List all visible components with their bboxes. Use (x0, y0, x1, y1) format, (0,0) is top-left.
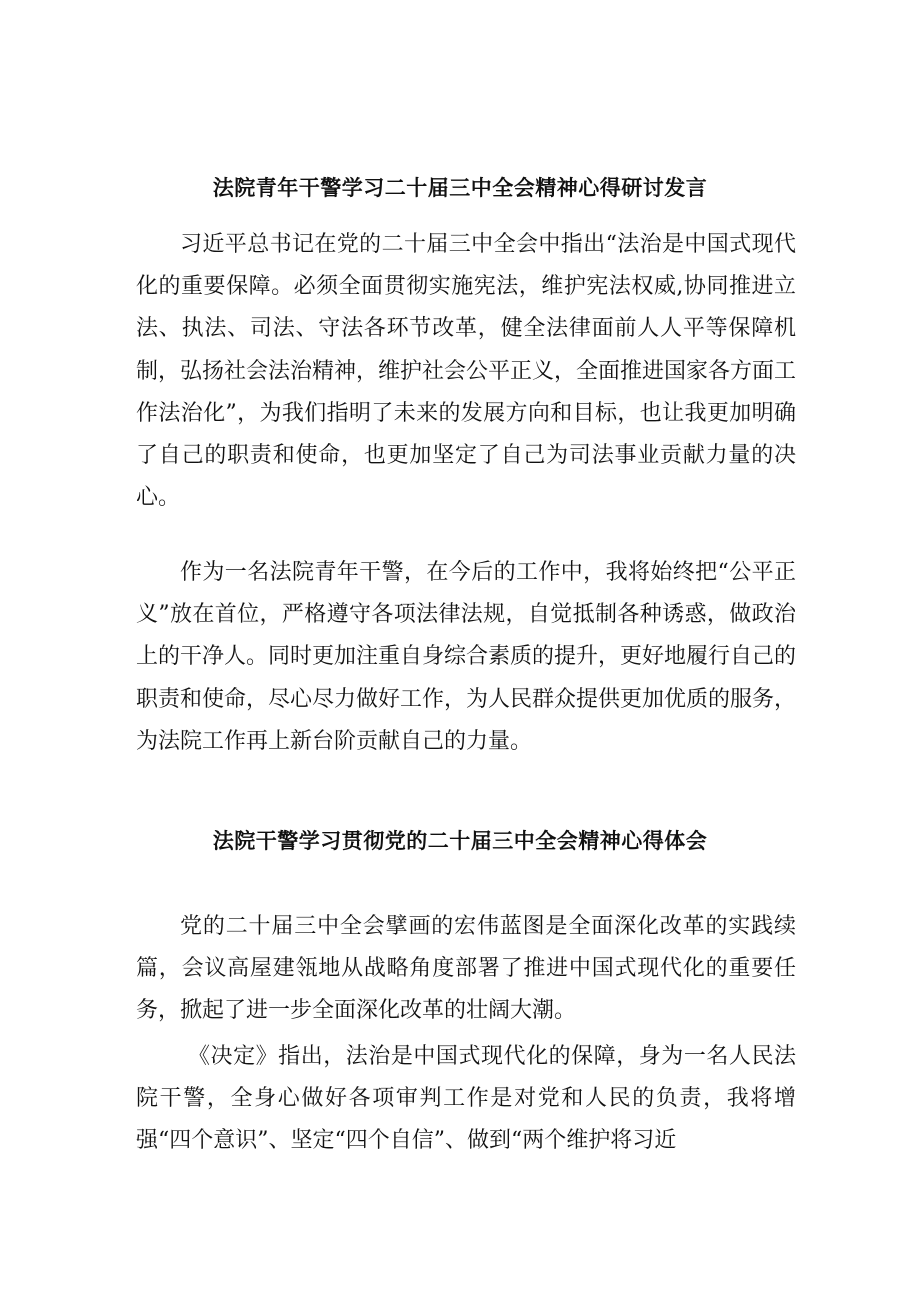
section-2-paragraph-2: 《决定》指出，法治是中国式现代化的保障，身为一名人民法院干警，全身心做好各项审判工作是对党和人民的负责，我将增强“四个意识”、坚定“四个自信”、做到“两个维护将习近 (136, 1044, 796, 1154)
section-1-paragraph-1: 习近平总书记在党的二十届三中全会中指出“法治是中国式现代化的重要保障。必须全面贯彻实施宪法，维护宪法权威,协同推进立法、执法、司法、守法各环节改革，健全法律面前人人平等保障机制，弘扬社会法治精神，维护社会公平正义，全面推进国家各方面工作法治化”，为我们指明了未来的发展方向和目标，也让我更加明确了自己的职责和使命，也更加坚定了自己为司法事业贡献力量的决心。 (136, 232, 797, 511)
section-1-paragraph-2: 作为一名法院青年干警，在今后的工作中，我将始终把“公平正义”放在首位，严格遵守各项法律法规，自觉抵制各种诱惑，做政治上的干净人。同时更加注重自身综合素质的提升，更好地履行自己的职责和使命，尽心尽力做好工作，为人民群众提供更加优质的服务，为法院工作再上新台阶贡献自己的力量。 (136, 560, 797, 754)
section-1-title: 法院青年干警学习二十届三中全会精神心得研讨发言 (212, 176, 708, 200)
section-2-title: 法院干警学习贯彻党的二十届三中全会精神心得体会 (212, 829, 708, 853)
section-2-paragraph-1: 党的二十届三中全会擘画的宏伟蓝图是全面深化改革的实践续篇，会议高屋建瓴地从战略角度部署了推进中国式现代化的重要任务，掀起了进一步全面深化改革的壮阔大潮。 (136, 914, 796, 1024)
